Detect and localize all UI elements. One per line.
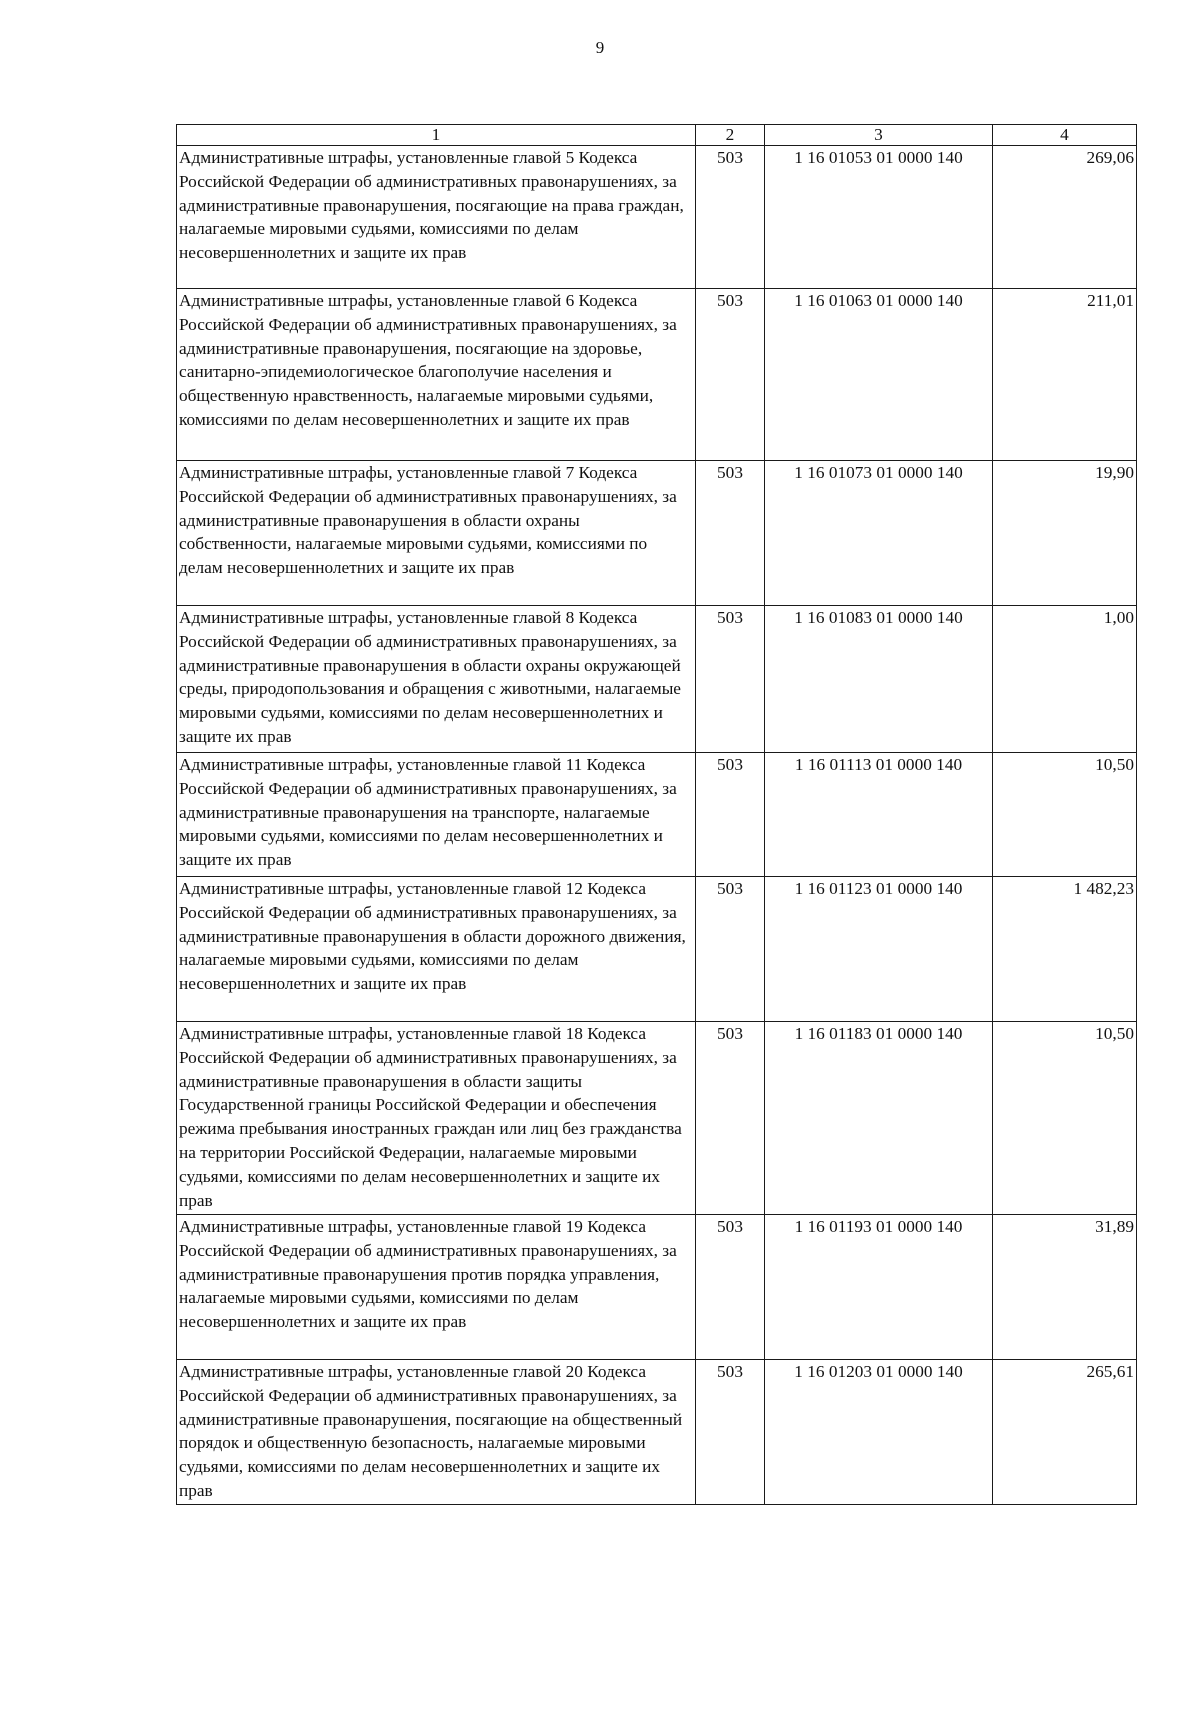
- column-header-2: 2: [696, 125, 765, 146]
- revenue-name-cell: Административные штрафы, установленные главой 12 Кодекса Российской Федерации об административных правонарушениях, за административные правонарушения в области дорожного движения, налагаемые мировыми судьями, комиссиями по делам несовершеннолетних и защите их прав: [177, 877, 696, 1022]
- amount-cell: 1 482,23: [993, 877, 1137, 1022]
- amount-cell: 10,50: [993, 1022, 1137, 1215]
- table-row: [177, 1360, 1137, 1505]
- table-header-row: [177, 125, 1137, 146]
- revenue-name-cell: Административные штрафы, установленные главой 8 Кодекса Российской Федерации об административных правонарушениях, за административные правонарушения в области охраны окружающей среды, природопользования и обращения с животными, налагаемые мировыми судьями, комиссиями по делам несовершеннолетних и защите их прав: [177, 606, 696, 753]
- revenue-name-cell: Административные штрафы, установленные главой 20 Кодекса Российской Федерации об административных правонарушениях, за административные правонарушения, посягающие на общественный порядок и общественную безопасность, налагаемые мировыми судьями, комиссиями по делам несовершеннолетних и защите их прав: [177, 1360, 696, 1505]
- table-row: [177, 1022, 1137, 1215]
- table-row: [177, 146, 1137, 289]
- table-row: [177, 753, 1137, 877]
- table-row: [177, 606, 1137, 753]
- amount-cell: 265,61: [993, 1360, 1137, 1505]
- revenue-name-cell: Административные штрафы, установленные главой 7 Кодекса Российской Федерации об административных правонарушениях, за административные правонарушения в области охраны собственности, налагаемые мировыми судьями, комиссиями по делам несовершеннолетних и защите их прав: [177, 461, 696, 606]
- budget-code-cell: 1 16 01073 01 0000 140: [765, 461, 993, 606]
- amount-cell: 31,89: [993, 1215, 1137, 1360]
- table-row: [177, 1215, 1137, 1360]
- admin-code-cell: 503: [696, 877, 765, 1022]
- table-row: [177, 289, 1137, 461]
- column-header-1: 1: [177, 125, 696, 146]
- page-number: 9: [595, 38, 605, 57]
- revenue-name-cell: Административные штрафы, установленные главой 5 Кодекса Российской Федерации об административных правонарушениях, за административные правонарушения, посягающие на права граждан, налагаемые мировыми судьями, комиссиями по делам несовершеннолетних и защите их прав: [177, 146, 696, 289]
- revenue-name-cell: Административные штрафы, установленные главой 19 Кодекса Российской Федерации об административных правонарушениях, за административные правонарушения против порядка управления, налагаемые мировыми судьями, комиссиями по делам несовершеннолетних и защите их прав: [177, 1215, 696, 1360]
- budget-code-cell: 1 16 01113 01 0000 140: [765, 753, 993, 877]
- amount-cell: 10,50: [993, 753, 1137, 877]
- admin-code-cell: 503: [696, 289, 765, 461]
- amount-cell: 1,00: [993, 606, 1137, 753]
- revenue-name-cell: Административные штрафы, установленные главой 11 Кодекса Российской Федерации об административных правонарушениях, за административные правонарушения на транспорте, налагаемые мировыми судьями, комиссиями по делам несовершеннолетних и защите их прав: [177, 753, 696, 877]
- revenue-name-cell: Административные штрафы, установленные главой 6 Кодекса Российской Федерации об административных правонарушениях, за административные правонарушения, посягающие на здоровье, санитарно-эпидемиологическое благополучие населения и общественную нравственность, налагаемые мировыми судьями, комиссиями по делам несовершеннолетних и защите их прав: [177, 289, 696, 461]
- budget-code-cell: 1 16 01053 01 0000 140: [765, 146, 993, 289]
- admin-code-cell: 503: [696, 753, 765, 877]
- admin-code-cell: 503: [696, 606, 765, 753]
- budget-code-cell: 1 16 01123 01 0000 140: [765, 877, 993, 1022]
- admin-code-cell: 503: [696, 1215, 765, 1360]
- budget-code-cell: 1 16 01063 01 0000 140: [765, 289, 993, 461]
- admin-code-cell: 503: [696, 146, 765, 289]
- amount-cell: 19,90: [993, 461, 1137, 606]
- budget-code-cell: 1 16 01203 01 0000 140: [765, 1360, 993, 1505]
- budget-code-cell: 1 16 01193 01 0000 140: [765, 1215, 993, 1360]
- revenue-name-cell: Административные штрафы, установленные главой 18 Кодекса Российской Федерации об административных правонарушениях, за административные правонарушения в области защиты Государственной границы Российской Федерации и обеспечения режима пребывания иностранных граждан или лиц без гражданства на территории Российской Федерации, налагаемые мировыми судьями, комиссиями по делам несовершеннолетних и защите их прав: [177, 1022, 696, 1215]
- table-row: [177, 461, 1137, 606]
- budget-code-cell: 1 16 01183 01 0000 140: [765, 1022, 993, 1215]
- budget-code-cell: 1 16 01083 01 0000 140: [765, 606, 993, 753]
- column-header-3: 3: [765, 125, 993, 146]
- table-row: [177, 877, 1137, 1022]
- admin-code-cell: 503: [696, 1360, 765, 1505]
- admin-code-cell: 503: [696, 461, 765, 606]
- column-header-4: 4: [993, 125, 1137, 146]
- admin-code-cell: 503: [696, 1022, 765, 1215]
- amount-cell: 269,06: [993, 146, 1137, 289]
- revenue-table: [176, 124, 1137, 1505]
- amount-cell: 211,01: [993, 289, 1137, 461]
